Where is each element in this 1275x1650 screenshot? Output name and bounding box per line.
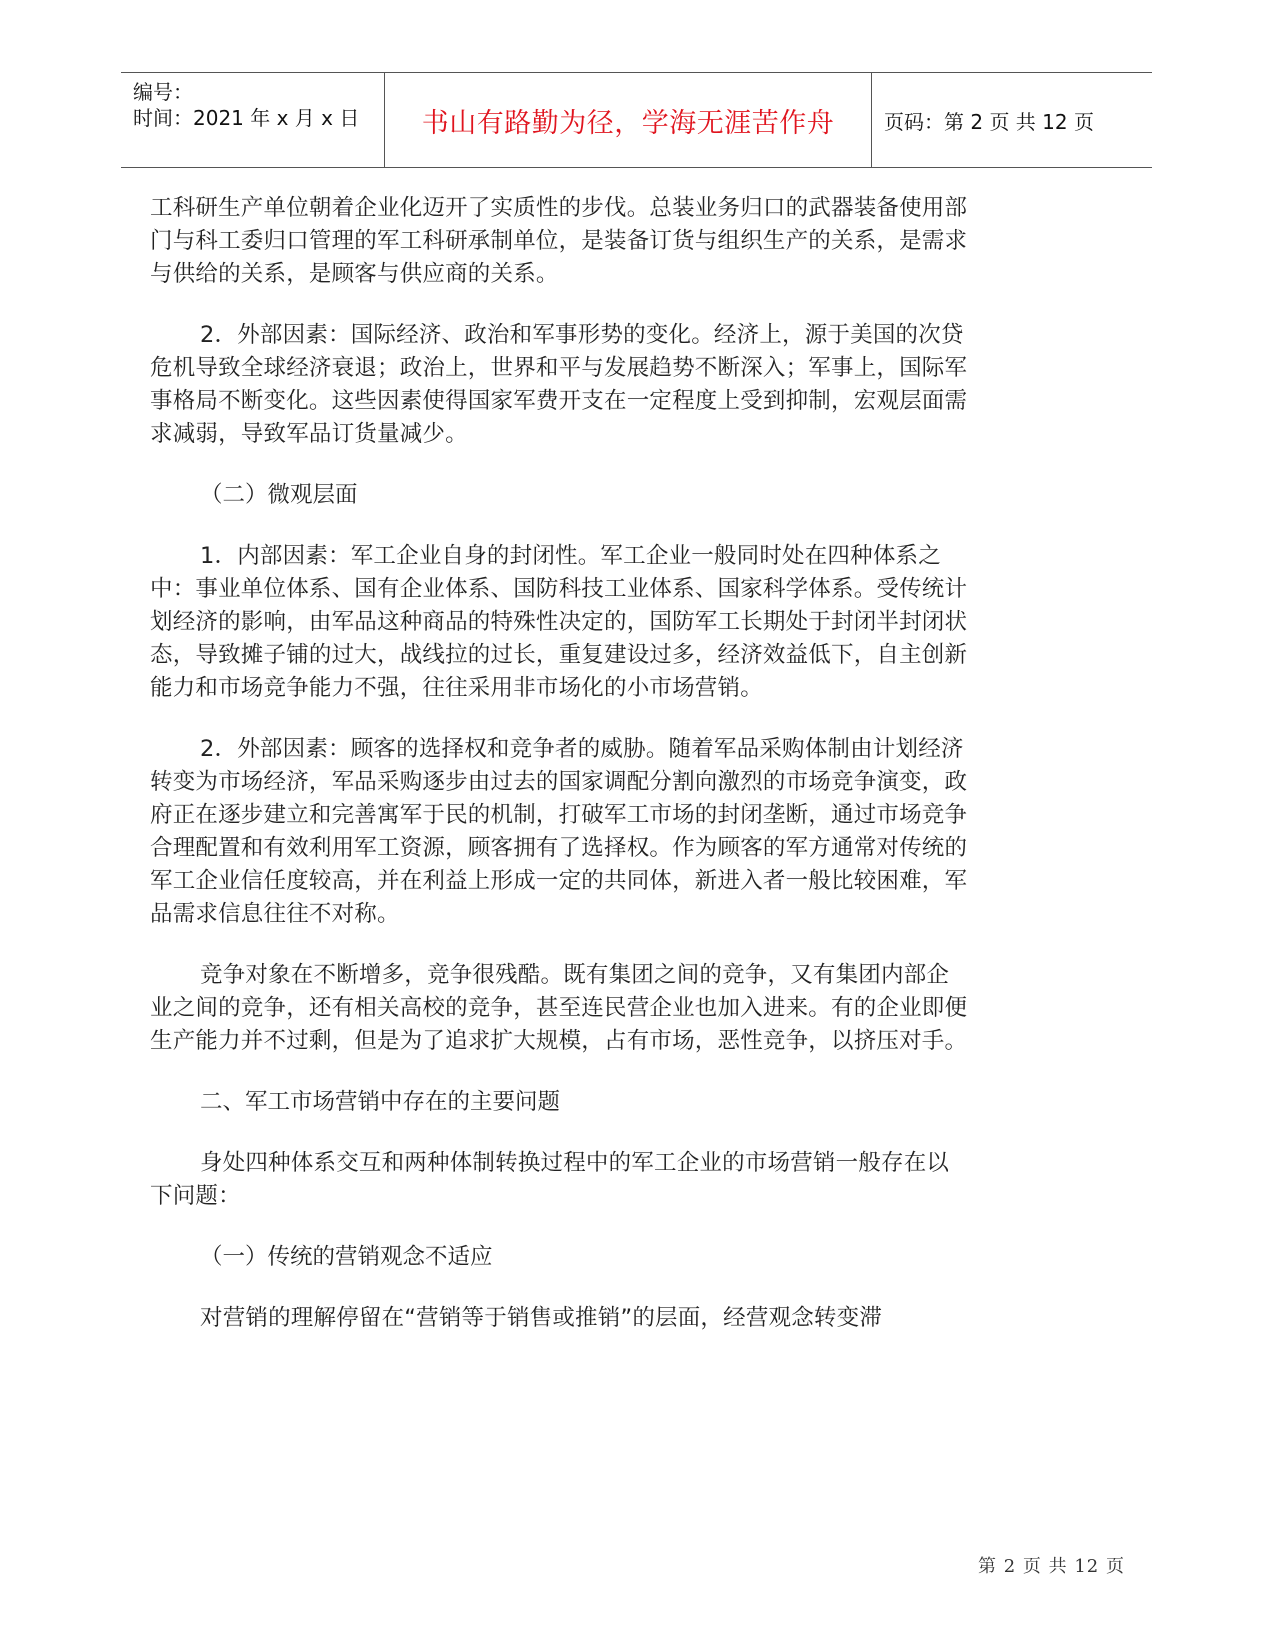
document-number-label: 编号： bbox=[133, 80, 193, 104]
header-page-code: 页码：第 2 页 共 12 页 bbox=[884, 109, 1094, 134]
document-body bbox=[150, 192, 970, 1363]
header-meta bbox=[121, 73, 385, 167]
body-paragraph: 工科研生产单位朝着企业化迈开了实质性的步伐。总装业务归口的武器装备使用部门与科工委归口管理的军工科研承制单位，是装备订货与组织生产的关系，是需求与供给的关系，是顾客与供应商的关系。 bbox=[150, 195, 968, 287]
body-paragraph: 2．外部因素：顾客的选择权和竞争者的威胁。随着军品采购体制由计划经济转变为市场经济，军品采购逐步由过去的国家调配分割向激烈的市场竞争演变，政府正在逐步建立和完善寓军于民的机制，打破军工市场的封闭垄断，通过市场竞争合理配置和有效利用军工资源，顾客拥有了选择权。作为顾客的军方通常对传统的军工企业信任度较高，并在利益上形成一定的共同体，新进入者一般比较困难，军品需求信息往往不对称。 bbox=[150, 736, 968, 927]
body-paragraph: 对营销的理解停留在“营销等于销售或推销”的层面，经营观念转变滞 bbox=[200, 1305, 883, 1331]
page-header bbox=[121, 72, 1152, 168]
header-motto: 书山有路勤为径，学海无涯苦作舟 bbox=[421, 107, 835, 139]
body-paragraph: 1．内部因素：军工企业自身的封闭性。军工企业一般同时处在四种体系之中：事业单位体系、国有企业体系、国防科技工业体系、国家科学体系。受传统计划经济的影响，由军品这种商品的特殊性决定的，国防军工长期处于封闭半封闭状态，导致摊子铺的过大，战线拉的过长，重复建设过多，经济效益低下，自主创新能力和市场竞争能力不强，往往采用非市场化的小市场营销。 bbox=[150, 543, 968, 701]
document-time-label: 时间：2021 年 x 月 x 日 bbox=[133, 106, 360, 130]
section-heading: （二）微观层面 bbox=[200, 482, 358, 508]
section-heading: 二、军工市场营销中存在的主要问题 bbox=[200, 1089, 561, 1115]
body-paragraph: 身处四种体系交互和两种体制转换过程中的军工企业的市场营销一般存在以下问题： bbox=[150, 1150, 950, 1209]
section-heading: （一）传统的营销观念不适应 bbox=[200, 1244, 493, 1270]
header-motto-cell bbox=[385, 73, 872, 167]
body-paragraph: 竞争对象在不断增多，竞争很残酷。既有集团之间的竞争，又有集团内部企业之间的竞争，还有相关高校的竞争，甚至连民营企业也加入进来。有的企业即便生产能力并不过剩，但是为了追求扩大规模，占有市场，恶性竞争，以挤压对手。 bbox=[150, 962, 968, 1054]
body-paragraph: 2．外部因素：国际经济、政治和军事形势的变化。经济上，源于美国的次贷危机导致全球经济衰退；政治上，世界和平与发展趋势不断深入；军事上，国际军事格局不断变化。这些因素使得国家军费开支在一定程度上受到抑制，宏观层面需求减弱，导致军品订货量减少。 bbox=[150, 322, 968, 447]
page-footer: 第 2 页 共 12 页 bbox=[978, 1556, 1125, 1577]
